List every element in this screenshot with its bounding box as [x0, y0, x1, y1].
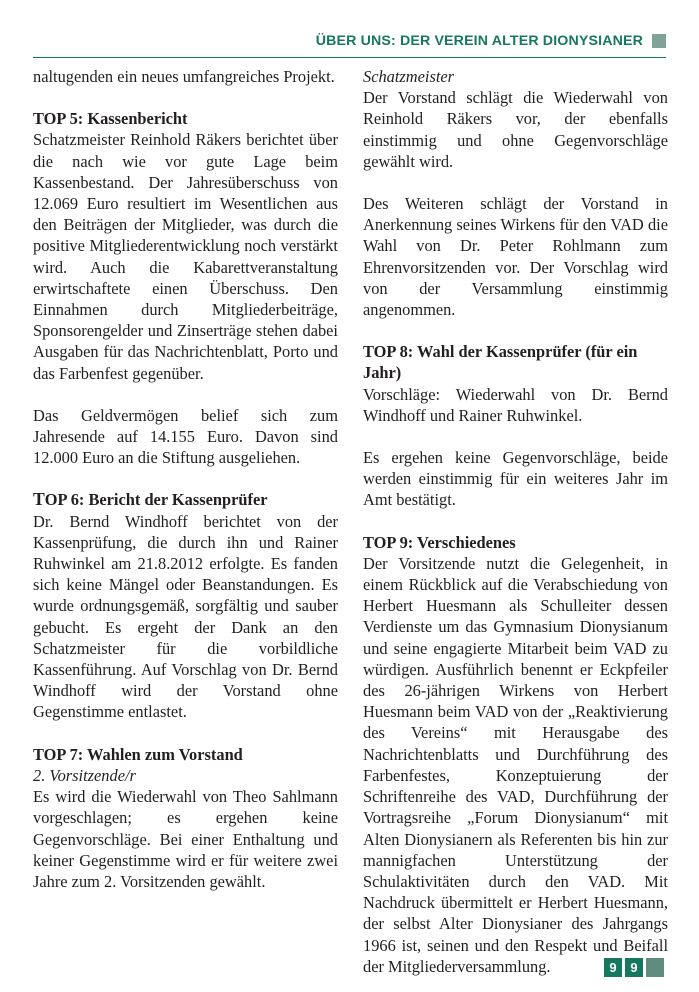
header-divider-rule: [33, 57, 666, 58]
left-column: [33, 66, 338, 946]
schatzmeister-paragraph-2: Des Weiteren schlägt der Vorstand in Anerkennung seines Wirkens für den VAD die Wahl von Dr. Peter Rohlmann zum Ehrenvorsitzenden vor. Der Vorschlag wird von der Versammlung einstimmig angenommen.: [363, 194, 668, 320]
top-6-paragraph-1: Dr. Bernd Windhoff berichtet von der Kassenprüfung, die durch ihn und Rainer Ruhwinkel am 21.8.2012 erfolgte. Es fanden sich keine Mängel oder Beanstandungen. Es wurde ordnungsgemäß, sorgfältig und sauber gebucht. Es ergeht der Dank an den Schatzmeister für die vorbildliche Kassenführung. Auf Vorschlag von Dr. Bernd Windhoff wird der Vorstand ohne Gegenstimme entlastet.: [33, 511, 338, 722]
top-5-paragraph-2: Das Geldvermögen belief sich zum Jahresende auf 14.155 Euro. Davon sind 12.000 Euro an die Stiftung ausgeliehen.: [33, 405, 338, 468]
square-marker-icon: [652, 34, 666, 48]
top-8-paragraph-1: Vorschläge: Wiederwahl von Dr. Bernd Windhoff und Rainer Ruhwinkel.: [363, 384, 668, 425]
top-7-paragraph-1: Es wird die Wiederwahl von Theo Sahlmann vorgeschlagen; es ergehen keine Gegenvorschläge. Bei einer Enthaltung und keiner Gegenstimme wird er für weitere zwei Jahre zum 2. Vorsitzenden gewählt.: [33, 787, 338, 891]
top-5-paragraph-1: Schatzmeister Reinhold Räkers berichtet über die nach wie vor gute Lage beim Kassenbestand. Der Jahresüberschuss von 12.069 Euro resultiert im Wesentlichen aus den Beiträgen der Mitglieder, was durch die positive Mitgliederentwicklung noch verstärkt wird. Auch die Kabarettveranstaltung erwirtschaftete einen Überschuss. Den Einnahmen durch Mitgliederbeiträge, Sponsorengelder und Zinserträge stehen dabei Ausgaben für das Nachrichtenblatt, Porto und das Farbenfest gegenüber.: [33, 130, 338, 383]
running-head: [33, 30, 666, 52]
body-columns: [33, 66, 668, 976]
subheading-zweite-vorsitzende: 2. Vorsitzende/r: [33, 765, 136, 785]
folio-digit-2: 9: [625, 958, 643, 977]
heading-top-6: [33, 489, 338, 510]
heading-top-6-lead: T: [33, 489, 45, 510]
heading-top-7: TOP 7: Wahlen zum Vorstand: [33, 744, 243, 764]
running-head-title: ÜBER UNS: DER VEREIN ALTER DIONYSIANER: [315, 32, 643, 49]
square-marker-icon: [646, 958, 664, 977]
schatzmeister-paragraph-1: Der Vorstand schlägt die Wiederwahl von Reinhold Räkers vor, der ebenfalls einstimmig und ohne Gegenvorschläge gewählt wird.: [363, 88, 668, 171]
folio-digit-1: 9: [604, 958, 622, 977]
page-folio: [604, 958, 664, 977]
top-9-paragraph-1: Der Vorsitzende nutzt die Gelegenheit, in einem Rückblick auf die Verabschiedung von Herbert Huesmann als Schulleiter dessen Verdienste um das Gymnasium Dionysianum und seine engagierte Mitarbeit beim VAD zu würdigen. Ausführlich benennt er Eckpfeiler des 26-jährigen Wirkens von Herbert Huesmann beim VAD von der „Reaktivierung des Vereins“ mit Herausgabe des Nachrichtenblatts und Durchführung des Farbenfestes, Konzeptuierung der Schriftenreihe des VAD, Durchführung der Vortragsreihe „Forum Dionysianum“ mit Alten Dionysianern als Referenten bis hin zur mannigfachen Unterstützung der Schulaktivitäten durch den VAD. Mit Nachdruck übermittelt er Herbert Huesmann, der selbst Alter Dionysianer des Jahrgangs 1966 ist, seinen und den Respekt und Beifall der Mitgliederversammlung.: [363, 553, 668, 976]
heading-top-5: TOP 5: Kassenbericht: [33, 109, 188, 129]
right-column: [363, 66, 668, 976]
heading-top-9: TOP 9: Verschiedenes: [363, 532, 516, 552]
subheading-schatzmeister: Schatzmeister: [363, 67, 455, 86]
top-8-paragraph-2: Es ergehen keine Gegenvorschläge, beide werden einstimmig für ein weiteres Jahr im Amt bestätigt.: [363, 448, 668, 510]
heading-top-8: TOP 8: Wahl der Kassenprüfer (für ein Jahr): [363, 342, 638, 383]
heading-top-6-rest: OP 6: Bericht der Kassenprüfer: [44, 490, 268, 510]
continued-paragraph: naltugenden ein neues umfangreiches Projekt.: [33, 67, 335, 86]
